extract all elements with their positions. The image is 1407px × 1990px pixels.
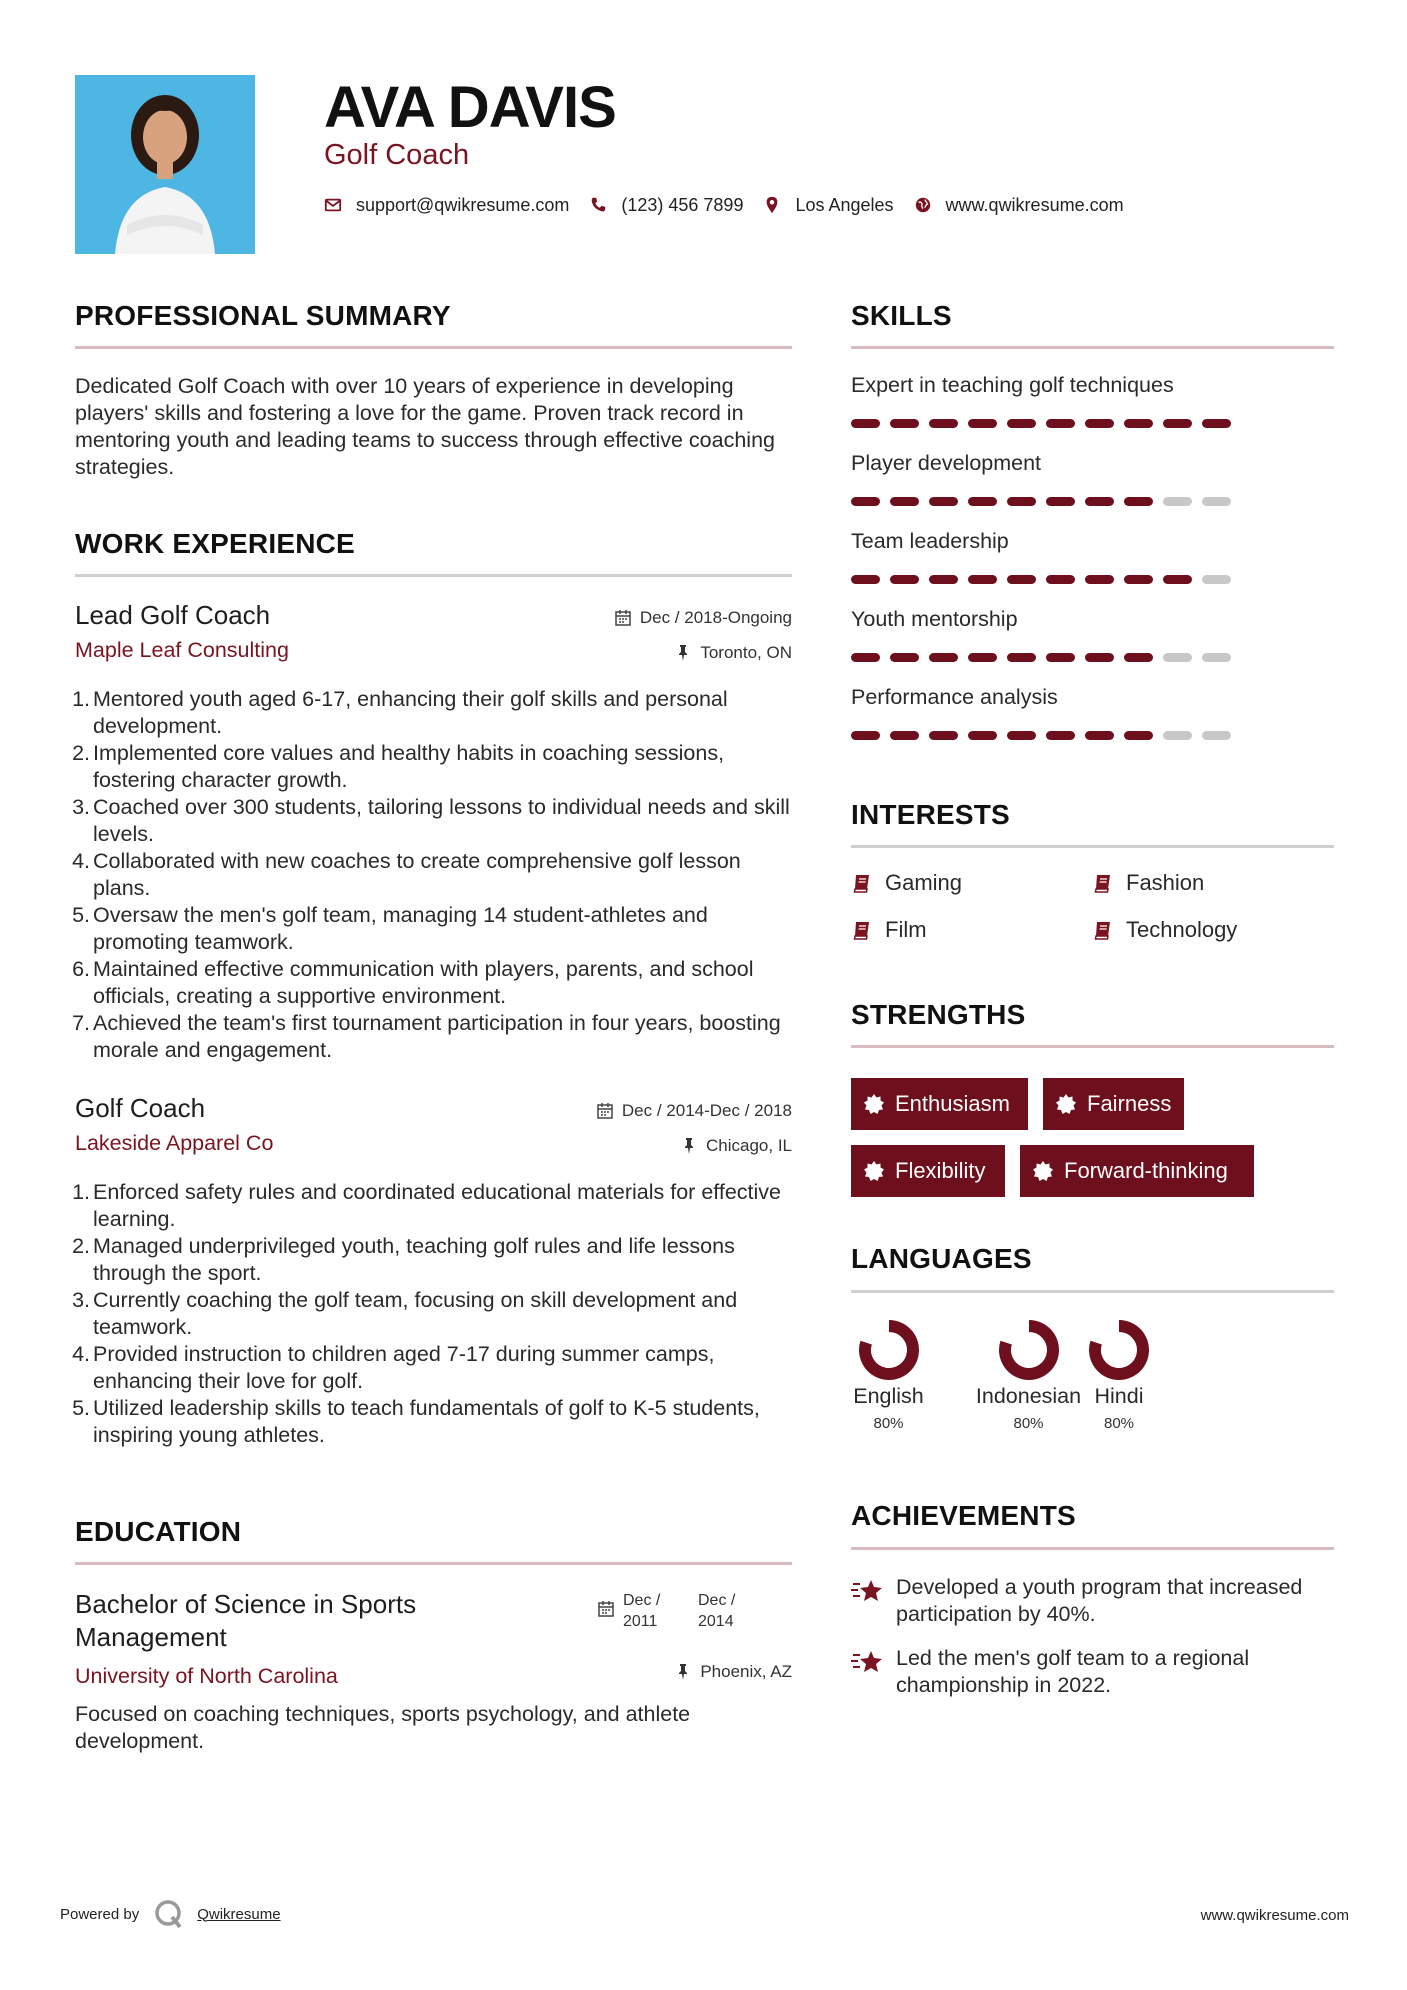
skill-dash-filled — [890, 419, 919, 428]
portrait-image — [75, 75, 255, 254]
skill-dash-empty — [1202, 497, 1231, 506]
candidate-name: AVA DAVIS — [324, 75, 616, 140]
footer-powered-by: Powered by Qwikresume — [60, 1898, 281, 1930]
skill-dash-filled — [1046, 575, 1075, 584]
shooting-star-icon — [851, 1578, 883, 1604]
skill-dash-filled — [1124, 575, 1153, 584]
calendar-icon — [596, 1102, 614, 1120]
education-end: Dec / 2014 — [698, 1592, 736, 1630]
skill-dash-filled — [1085, 653, 1114, 662]
summary-text: Dedicated Golf Coach with over 10 years of experience in developing players' skills and fostering a love for the game. Proven track record in mentoring youth and leading teams to success through effective coaching strategies. — [75, 374, 775, 479]
calendar-icon — [614, 609, 632, 627]
skill-dash-filled — [968, 653, 997, 662]
strength-tag: Enthusiasm — [851, 1078, 1028, 1130]
skill-dash-filled — [890, 497, 919, 506]
skill-dash-filled — [1085, 731, 1114, 740]
skill-dash-filled — [1046, 731, 1075, 740]
skill-level-meter — [851, 653, 1241, 662]
badge-icon — [1055, 1093, 1077, 1115]
skill-dash-filled — [1163, 575, 1192, 584]
job-bullets — [72, 1179, 792, 1449]
school-name: University of North Carolina — [75, 1664, 338, 1688]
skill-dash-filled — [890, 731, 919, 740]
achievements-divider — [851, 1547, 1334, 1550]
skill-item — [851, 451, 1041, 476]
job-title: Golf Coach — [75, 1093, 206, 1123]
language-percent: 80% — [873, 1415, 904, 1432]
education-location: Phoenix, AZ — [674, 1662, 792, 1682]
language-progress-ring — [1087, 1318, 1151, 1382]
skill-level-meter — [851, 731, 1241, 740]
shooting-star-icon — [851, 1649, 883, 1675]
skill-dash-filled — [1085, 419, 1114, 428]
language-progress-arc — [1095, 1326, 1143, 1374]
badge-icon — [863, 1093, 885, 1115]
book-icon — [851, 872, 873, 894]
skill-dash-empty — [1202, 731, 1231, 740]
badge-icon — [863, 1160, 885, 1182]
skill-level-meter — [851, 575, 1241, 584]
skill-item — [851, 373, 1174, 398]
skill-dash-filled — [1124, 653, 1153, 662]
skill-dash-filled — [890, 653, 919, 662]
skill-dash-filled — [1124, 731, 1153, 740]
list-item: 1. Mentored youth aged 6-17, enhancing their golf skills and personal development. — [72, 687, 728, 738]
skill-item — [851, 529, 1009, 554]
envelope-icon — [322, 194, 344, 216]
skills-divider — [851, 346, 1334, 349]
job-bullets — [72, 686, 792, 1064]
skill-label: Expert in teaching golf techniques — [851, 373, 1174, 397]
strengths-heading: STRENGTHS — [851, 999, 1026, 1030]
list-item: 5. Utilized leadership skills to teach fundamentals of golf to K-5 students, inspiring young athletes. — [72, 1396, 760, 1447]
profile-photo — [75, 75, 255, 254]
list-item: 1. Enforced safety rules and coordinated educational materials for effective learning. — [72, 1180, 781, 1231]
list-item: 2. Implemented core values and healthy habits in coaching sessions, fostering character growth. — [72, 741, 725, 792]
skill-label: Team leadership — [851, 529, 1009, 553]
language-item — [851, 1318, 926, 1432]
job-date — [596, 1101, 792, 1121]
skill-dash-filled — [1046, 653, 1075, 662]
contact-phone[interactable]: (123) 456 7899 — [621, 194, 744, 215]
skill-label: Youth mentorship — [851, 607, 1018, 631]
job-company: Lakeside Apparel Co — [75, 1131, 274, 1155]
interest-item: Gaming — [851, 870, 962, 896]
languages-divider — [851, 1290, 1334, 1293]
pushpin-icon — [680, 1137, 698, 1155]
job-location-text: Toronto, ON — [700, 643, 792, 662]
list-item: 3. Currently coaching the golf team, focusing on skill development and teamwork. — [72, 1288, 738, 1339]
list-item: 7. Achieved the team's first tournament participation in four years, boosting morale and engagement. — [72, 1011, 781, 1062]
book-icon — [851, 919, 873, 941]
education-heading: EDUCATION — [75, 1516, 242, 1547]
book-icon — [1092, 919, 1114, 941]
skill-level-meter — [851, 497, 1241, 506]
skill-dash-filled — [1007, 497, 1036, 506]
skill-dash-filled — [890, 575, 919, 584]
skill-dash-filled — [1007, 575, 1036, 584]
book-icon — [1092, 872, 1114, 894]
education-start: Dec / 2011 — [623, 1592, 661, 1630]
education-dates — [597, 1590, 735, 1632]
list-item: 4. Provided instruction to children aged 7-17 during summer camps, enhancing their love for golf. — [72, 1342, 715, 1393]
strengths-divider — [851, 1045, 1334, 1048]
language-progress-arc — [865, 1326, 913, 1374]
job-date-text: Dec / 2018-Ongoing — [639, 608, 792, 627]
footer-website[interactable]: www.qwikresume.com — [1200, 1907, 1349, 1924]
contact-email[interactable]: support@qwikresume.com — [356, 194, 570, 215]
footer-brand-link[interactable]: Qwikresume — [197, 1905, 281, 1923]
job-date-text: Dec / 2014-Dec / 2018 — [621, 1101, 792, 1120]
resume-page: AVA DAVIS Golf Coach support@qwikresume.com (123) 456 7899 Los Angeles www.qwikresume.com PROFESSIONAL SUMMARY Dedicated Golf Coach with over 10 years of experience in developing players' skills and fostering a love for the game. Proven track record in mentoring youth and leading teams to success through effective coaching strategies. WORK EXPERIENCE Lead Golf Coach Maple Leaf Consulting Dec / 2018-Ongoing Toronto, ON 1. Mentored youth aged 6-17, enhancing their golf skills and personal development. 2. Implemented core values and healthy habits in coaching sessions, fostering character growth. 3. Coached over 300 students, tailoring lessons to individual needs and skill levels. 4. Collaborated with new coaches to create comprehensive golf lesson plans. 5. Oversaw the men's golf team, managing 14 student-athletes and promoting teamwork. 6. Maintained effective communication with players, parents, and school officials, creating a supportive environment. 7. Achieved the team's first tournament participation in four years, boosting morale and engagement. Golf Coach Lakeside Apparel Co Dec / 2014-Dec / 2018 Chicago, IL 1. Enforced safety rules and coordinated educational materials for effective learning. 2. Managed underprivileged youth, teaching golf rules and life lessons through the sport. 3. Currently coaching the golf team, focusing on skill development and teamwork. 4. Provided instruction to children aged 7-17 during summer camps, enhancing their love for golf. 5. Utilized leadership skills to teach fundamentals of golf to K-5 students, inspiring young athletes. EDUCATION Bachelor of Science in Sports Management University of North Carolina Dec / 2011 Dec / 2014 Phoenix, AZ Focused on coaching techniques, sports psychology, and athlete development. SKILLS Expert in teaching golf techniques Player development Team leadership Youth mentorship Performance analysis INTERESTS Gaming Fashion Film Technology STRENGTHS Enthusiasm Fairness Flexibility Forward-thinking LANGUAGES English 80% Indonesian 80% Hindi 80% ACHIEVEMENTS Developed a youth program that increased participation by 40%. Led the men's golf team to a regional championship in 2022. Powered by Qwikresume www.qwikresume.com — [0, 0, 1407, 1990]
contact-bar — [322, 192, 1142, 218]
pushpin-icon — [674, 644, 692, 662]
skill-dash-empty — [1163, 653, 1192, 662]
strength-tag: Flexibility — [851, 1145, 1005, 1197]
skills-heading: SKILLS — [851, 300, 952, 331]
skill-dash-filled — [851, 497, 880, 506]
list-item: 4. Collaborated with new coaches to create comprehensive golf lesson plans. — [72, 849, 741, 900]
skill-item — [851, 607, 1018, 632]
skill-dash-filled — [1007, 653, 1036, 662]
job-date — [614, 608, 792, 628]
list-item: 5. Oversaw the men's golf team, managing 14 student-athletes and promoting teamwork. — [72, 903, 708, 954]
skill-dash-filled — [929, 575, 958, 584]
list-item: 2. Managed underprivileged youth, teaching golf rules and life lessons through the sport. — [72, 1234, 735, 1285]
degree-title: Bachelor of Science in Sports Management — [75, 1589, 417, 1652]
contact-location: Los Angeles — [795, 194, 894, 215]
achievements-heading: ACHIEVEMENTS — [851, 1500, 1076, 1531]
summary-divider — [75, 346, 792, 349]
skill-dash-filled — [851, 731, 880, 740]
interest-item: Fashion — [1092, 870, 1204, 896]
job-location — [674, 643, 792, 663]
globe-icon — [912, 194, 934, 216]
experience-heading: WORK EXPERIENCE — [75, 528, 355, 559]
skill-dash-filled — [1163, 419, 1192, 428]
skill-dash-filled — [968, 419, 997, 428]
calendar-icon — [597, 1600, 615, 1618]
skill-dash-filled — [968, 497, 997, 506]
summary-heading: PROFESSIONAL SUMMARY — [75, 300, 451, 331]
skill-dash-filled — [1007, 419, 1036, 428]
strength-tag: Fairness — [1043, 1078, 1184, 1130]
skill-label: Performance analysis — [851, 685, 1058, 709]
interest-item: Film — [851, 917, 927, 943]
list-item: 3. Coached over 300 students, tailoring lessons to individual needs and skill levels. — [72, 795, 790, 846]
skill-dash-filled — [851, 653, 880, 662]
contact-website[interactable]: www.qwikresume.com — [945, 194, 1124, 215]
job-location-text: Chicago, IL — [706, 1136, 792, 1155]
skill-dash-empty — [1202, 653, 1231, 662]
experience-divider — [75, 574, 792, 577]
skill-dash-filled — [929, 653, 958, 662]
skill-dash-filled — [1085, 575, 1114, 584]
language-progress-arc — [1005, 1326, 1053, 1374]
language-percent: 80% — [1103, 1415, 1135, 1432]
skill-dash-empty — [1163, 497, 1192, 506]
skill-dash-filled — [851, 419, 880, 428]
skill-level-meter — [851, 419, 1241, 428]
skill-dash-filled — [1046, 497, 1075, 506]
interests-divider — [851, 845, 1334, 848]
skill-dash-filled — [1085, 497, 1114, 506]
language-progress-ring — [857, 1318, 921, 1382]
skill-dash-filled — [851, 575, 880, 584]
education-divider — [75, 1562, 792, 1565]
map-pin-icon — [761, 194, 783, 216]
skill-dash-filled — [929, 497, 958, 506]
candidate-title: Golf Coach — [324, 139, 470, 171]
languages-heading: LANGUAGES — [851, 1243, 1032, 1274]
language-progress-ring — [997, 1318, 1061, 1382]
skill-label: Player development — [851, 451, 1042, 475]
skill-dash-filled — [1046, 419, 1075, 428]
job-entry — [72, 600, 792, 1070]
interests-heading: INTERESTS — [851, 799, 1010, 830]
skill-dash-filled — [1124, 497, 1153, 506]
skill-dash-empty — [1202, 575, 1231, 584]
strength-tag: Forward-thinking — [1020, 1145, 1254, 1197]
skill-dash-empty — [1163, 731, 1192, 740]
job-entry — [72, 1093, 792, 1453]
skill-dash-filled — [968, 575, 997, 584]
phone-icon — [587, 194, 609, 216]
interest-item: Technology — [1092, 917, 1237, 943]
qwikresume-logo-icon — [153, 1898, 185, 1930]
language-item — [1090, 1318, 1148, 1432]
skill-dash-filled — [929, 731, 958, 740]
skill-dash-filled — [1202, 419, 1231, 428]
skill-item — [851, 685, 1058, 710]
job-company: Maple Leaf Consulting — [75, 638, 289, 662]
skill-dash-filled — [1007, 731, 1036, 740]
badge-icon — [1032, 1160, 1054, 1182]
education-description: Focused on coaching techniques, sports psychology, and athlete development. — [75, 1702, 691, 1753]
language-item — [970, 1318, 1087, 1432]
skill-dash-filled — [968, 731, 997, 740]
language-name: Hindi — [1094, 1384, 1144, 1408]
job-title: Lead Golf Coach — [75, 600, 271, 630]
job-location — [680, 1136, 792, 1156]
pushpin-icon — [674, 1663, 692, 1681]
skill-dash-filled — [1124, 419, 1153, 428]
language-name: English — [853, 1384, 924, 1408]
list-item: 6. Maintained effective communication with players, parents, and school officials, creating a supportive environment. — [72, 957, 754, 1008]
language-name: Indonesian — [975, 1384, 1082, 1408]
language-percent: 80% — [1013, 1415, 1044, 1432]
skill-dash-filled — [929, 419, 958, 428]
